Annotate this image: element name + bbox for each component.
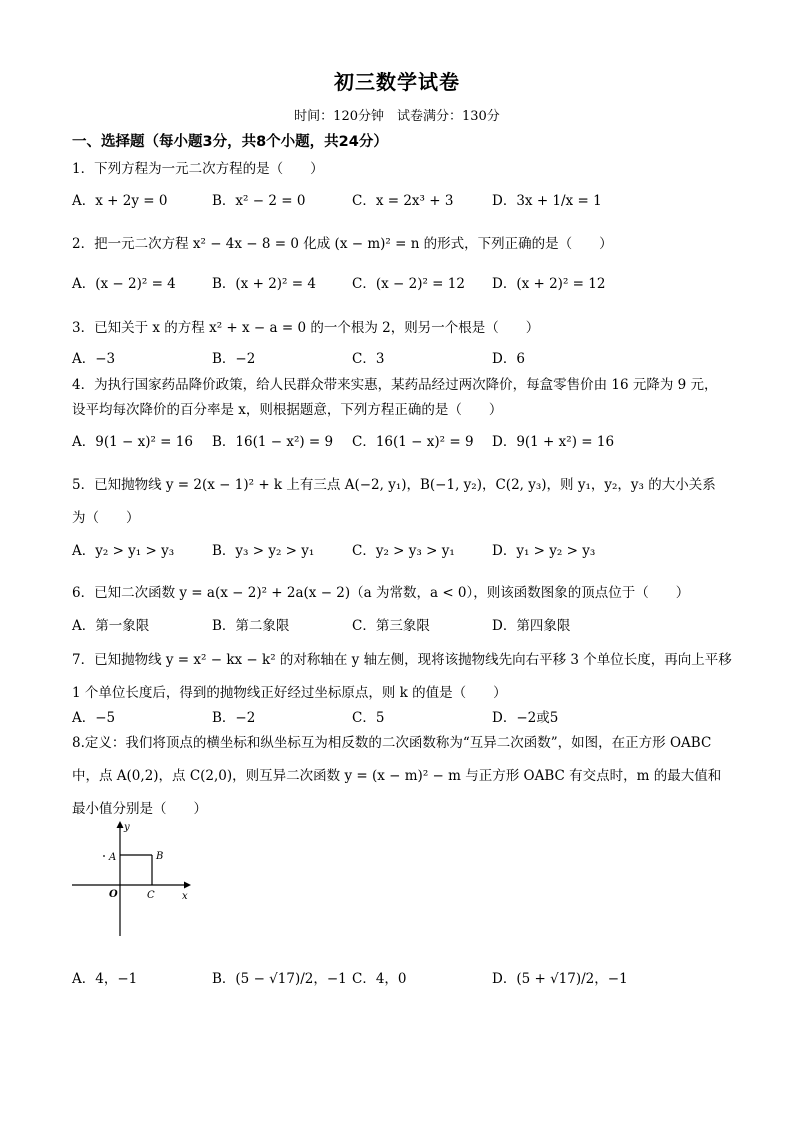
q1-option-a: A．x + 2y = 0 <box>72 193 168 209</box>
q4-option-b: B．16(1 − x²) = 9 <box>212 434 334 450</box>
q5-option-c: C．y₂ > y₃ > y₁ <box>352 543 455 559</box>
question-4-stem-line-1: 4．为执行国家药品降价政策，给人民群众带来实惠，某药品经过两次降价，每盒零售价由 16 元降为 9 元， <box>72 377 718 393</box>
q4-option-a: A．9(1 − x)² = 16 <box>72 434 193 450</box>
q5-option-a: A．y₂ > y₁ > y₃ <box>72 543 175 559</box>
question-8-stem-line-2: 中，点 A(0,2)，点 C(2,0)，则互异二次函数 y = (x − m)² − m 与正方形 OABC 有交点时，m 的最大值和 <box>72 768 722 784</box>
q1-option-c: C．x = 2x³ + 3 <box>352 193 454 209</box>
point-o-label: O <box>109 889 118 900</box>
question-1-stem: 1．下列方程为一元二次方程的是（ ） <box>72 161 324 177</box>
q3-option-a: A．−3 <box>72 351 116 367</box>
q5-option-b: B．y₃ > y₂ > y₁ <box>212 543 315 559</box>
q7-option-b: B．−2 <box>212 710 256 726</box>
q8-option-b: B．(5 − √17)/2，−1 <box>212 971 347 987</box>
y-axis-label: y <box>124 822 130 833</box>
question-8-stem-line-3: 最小值分别是（ ） <box>72 801 207 817</box>
page-title: 初三数学试卷 <box>334 70 460 94</box>
x-axis-label: x <box>182 891 188 902</box>
y-axis-arrow <box>117 821 124 828</box>
q7-option-a: A．−5 <box>72 710 116 726</box>
exam-info: 时间：120分钟 试卷满分：130分 <box>294 109 500 124</box>
point-a-label: A <box>109 852 117 863</box>
question-5-stem-line-1: 5．已知抛物线 y = 2(x − 1)² + k 上有三点 A(−2, y₁)，B(−1, y₂)，C(2, y₃)，则 y₁，y₂，y₃ 的大小关系 <box>72 477 716 493</box>
question-4-stem-line-2: 设平均每次降价的百分率是 x，则根据题意，下列方程正确的是（ ） <box>72 402 503 418</box>
q8-option-a: A．4，−1 <box>72 971 138 987</box>
q3-option-b: B．−2 <box>212 351 256 367</box>
q1-option-b: B．x² − 2 = 0 <box>212 193 306 209</box>
q2-option-a: A．(x − 2)² = 4 <box>72 276 176 292</box>
q2-option-b: B．(x + 2)² = 4 <box>212 276 316 292</box>
question-3-stem: 3．已知关于 x 的方程 x² + x − a = 0 的一个根为 2，则另一个根是（ ） <box>72 320 540 336</box>
point-c-label: C <box>147 890 155 901</box>
q4-option-c: C．16(1 − x)² = 9 <box>352 434 474 450</box>
q7-option-d: D．−2或5 <box>492 710 559 726</box>
x-axis-arrow <box>184 882 191 889</box>
q2-option-c: C．(x − 2)² = 12 <box>352 276 465 292</box>
question-7-stem-line-1: 7．已知抛物线 y = x² − kx − k² 的对称轴在 y 轴左侧，现将该抛物线先向右平移 3 个单位长度，再向上平移 <box>72 652 732 668</box>
q6-option-b: B．第二象限 <box>212 618 290 634</box>
q6-option-c: C．第三象限 <box>352 618 430 634</box>
q1-option-d: D．3x + 1/x = 1 <box>492 193 602 209</box>
question-8-stem-line-1: 8.定义：我们将顶点的横坐标和纵坐标互为相反数的二次函数称为“互异二次函数”，如图，在正方形 OABC <box>72 735 712 751</box>
q8-option-d: D．(5 + √17)/2，−1 <box>492 971 628 987</box>
q8-option-c: C．4，0 <box>352 971 407 987</box>
q6-option-d: D．第四象限 <box>492 618 571 634</box>
q2-option-d: D．(x + 2)² = 12 <box>492 276 606 292</box>
question-5-stem-line-2: 为（ ） <box>72 510 140 526</box>
question-7-stem-line-2: 1 个单位长度后，得到的抛物线正好经过坐标原点，则 k 的值是（ ） <box>72 685 507 701</box>
q3-option-d: D．6 <box>492 351 525 367</box>
q6-option-a: A．第一象限 <box>72 618 150 634</box>
point-b-label: B <box>156 851 164 862</box>
tick-mark <box>103 855 105 857</box>
section-heading: 一、选择题（每小题3分，共8个小题，共24分） <box>72 134 388 150</box>
q3-option-c: C．3 <box>352 351 385 367</box>
q7-option-c: C．5 <box>352 710 385 726</box>
square-oabc-figure <box>66 818 196 940</box>
q4-option-d: D．9(1 + x²) = 16 <box>492 434 615 450</box>
q5-option-d: D．y₁ > y₂ > y₃ <box>492 543 596 559</box>
question-6-stem: 6．已知二次函数 y = a(x − 2)² + 2a(x − 2)（a 为常数，a < 0），则该函数图象的顶点位于（ ） <box>72 585 690 601</box>
question-2-stem: 2．把一元二次方程 x² − 4x − 8 = 0 化成 (x − m)² = n 的形式，下列正确的是（ ） <box>72 236 613 252</box>
